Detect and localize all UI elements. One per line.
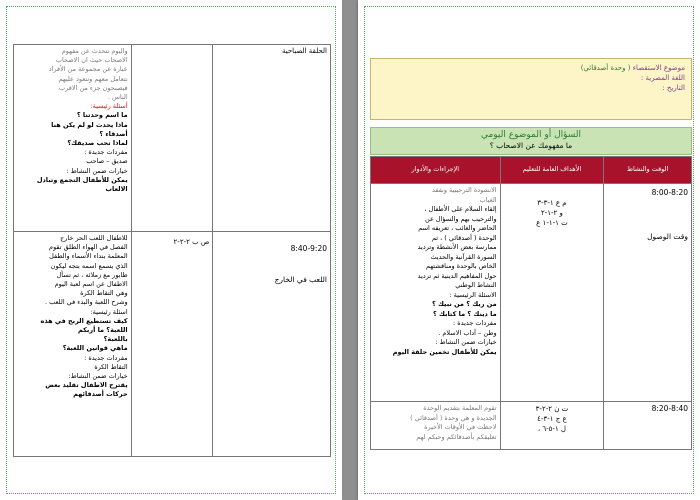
objectives-cell: م ع ١-٣-٣ و ٢-١-٢ ت ١-١-١ ع [500,184,604,402]
topic-box: موضوع الاستقصاء ( وحدة أصدقائي) اللغة المصرية : التاريخ : [370,58,692,120]
vocab-label: مفردات جديدة : [84,148,128,157]
procedures-cell: تقوم المعلمة بتقديم الوحدة الجديدة و هي وحدة ( أصدقائي ) لاحظت في الأوقات الأخيرة تعليقكم بأصدقائكم وحبكم لهم [371,402,501,450]
objectives-cell: ت ن ٢-٢-٣ ع ج ١-٣-٤ ل ١-٥-٦ ، [500,402,604,450]
intro-text: واليوم نتحدث عن مفهوم الاصحاب حيث ان الاصحاب عبارة عن مجموعة من الأفراد نتعامل معهم ونتعود عليهم فيصبحون جزء من الاقرب الناس . [48,47,128,102]
daily-question-title: السؤال أو الموضوع اليومي ما مفهومك عن الاصحاب ؟ [370,127,692,155]
header-time: الوقت والنشاط [604,157,692,184]
choices-label: خيارات ضمن النشاط : [66,166,128,175]
procedures-cell: واليوم نتحدث عن مفهوم الاصحاب حيث ان الاصحاب عبارة عن مجموعة من الأفراد نتعامل معهم ونتعود عليهم فيصبحون جزء من الاقرب الناس . أسئلة رئيسية: ما اسم وحدتنا ؟ ماذا يحدث لو لم يكن هنا أصدقاء ؟ لماذا تحب صديقك؟ مفردات جديدة : صديق – صاحب خيارات ضمن النشاط : يمكن للأطفال التجمع وتبادل الالعاب [14,45,132,232]
left-page [0,0,342,500]
table-row [14,232,331,457]
activity-cell [213,45,331,232]
table-row [371,402,692,450]
schedule-table [370,156,692,450]
procedures-cell: الانشودة الترحيبية ونفقد الغياب إلقاء السلام على الأطفال ، والترحيب بهم والسؤال عن الحاضر والغائب ، تعريفه اسم الوحدة ( أصدقائي ) ، ثم ممارسة بعض الأنشطة وترديد السورة القرآنية والحديث الخاص بالوحدة ومناقشتهم حول المفاهيم الدينية ثم ترديد النشاط الوطني الاسئلة الرئيسية : من ربك ؟ من نبيك ؟ ما دينك ؟ ما كتابك ؟ مفردات جديدة : وطن – آداب الاسلام . خيارات ضمن النشاط : يمكن للأطفال تخمين حلقة اليوم [371,184,501,402]
time-cell: 8:20-8:40 [604,402,692,450]
activity-label: الحلقة الصباحية [281,47,327,55]
procedures-cell: للاطفال اللعب الحر خارج الفصل في الهواء الطلق تقوم المعلمة بنداء الأسماء والطفل الذي يسمع اسمه بتجه ليكون طابور مع زملائه ، ثم تسأل الاطفال عن اسم لعبة اليوم وهي التقاط الكرة وشرح اللعبة والبدء في اللعب . اسئلة رئيسية: كيف تستطيع الربح في هذه اللعبة؟ ما أربكم باللعبة؟ ماهي قوانين اللعبة؟ مفردات جديدة : التقاط الكرة خيارات ضمن النشاط: يقترح الاطفال تقليد بعض حركات أصدقائهم [14,232,132,457]
header-objectives: الأهداف العامة للتعليم [500,157,604,184]
right-page [358,0,700,500]
page-gutter [342,0,358,500]
table-row [371,184,692,402]
header-procedures: الإجراءات والأدوار [371,157,501,184]
activity-cell: 8:40-9:20 اللعب في الخارج [213,232,331,457]
objectives-cell [131,45,213,232]
table-header-row [371,157,692,184]
key-questions-label: أسئلة رئيسية: [90,102,128,111]
objectives-cell: ص ب ٢-٢-٢ [131,232,213,457]
time-cell: 8:00-8:20 وقت الوصول [604,184,692,402]
table-row [14,45,331,232]
left-plan-table [13,44,331,457]
